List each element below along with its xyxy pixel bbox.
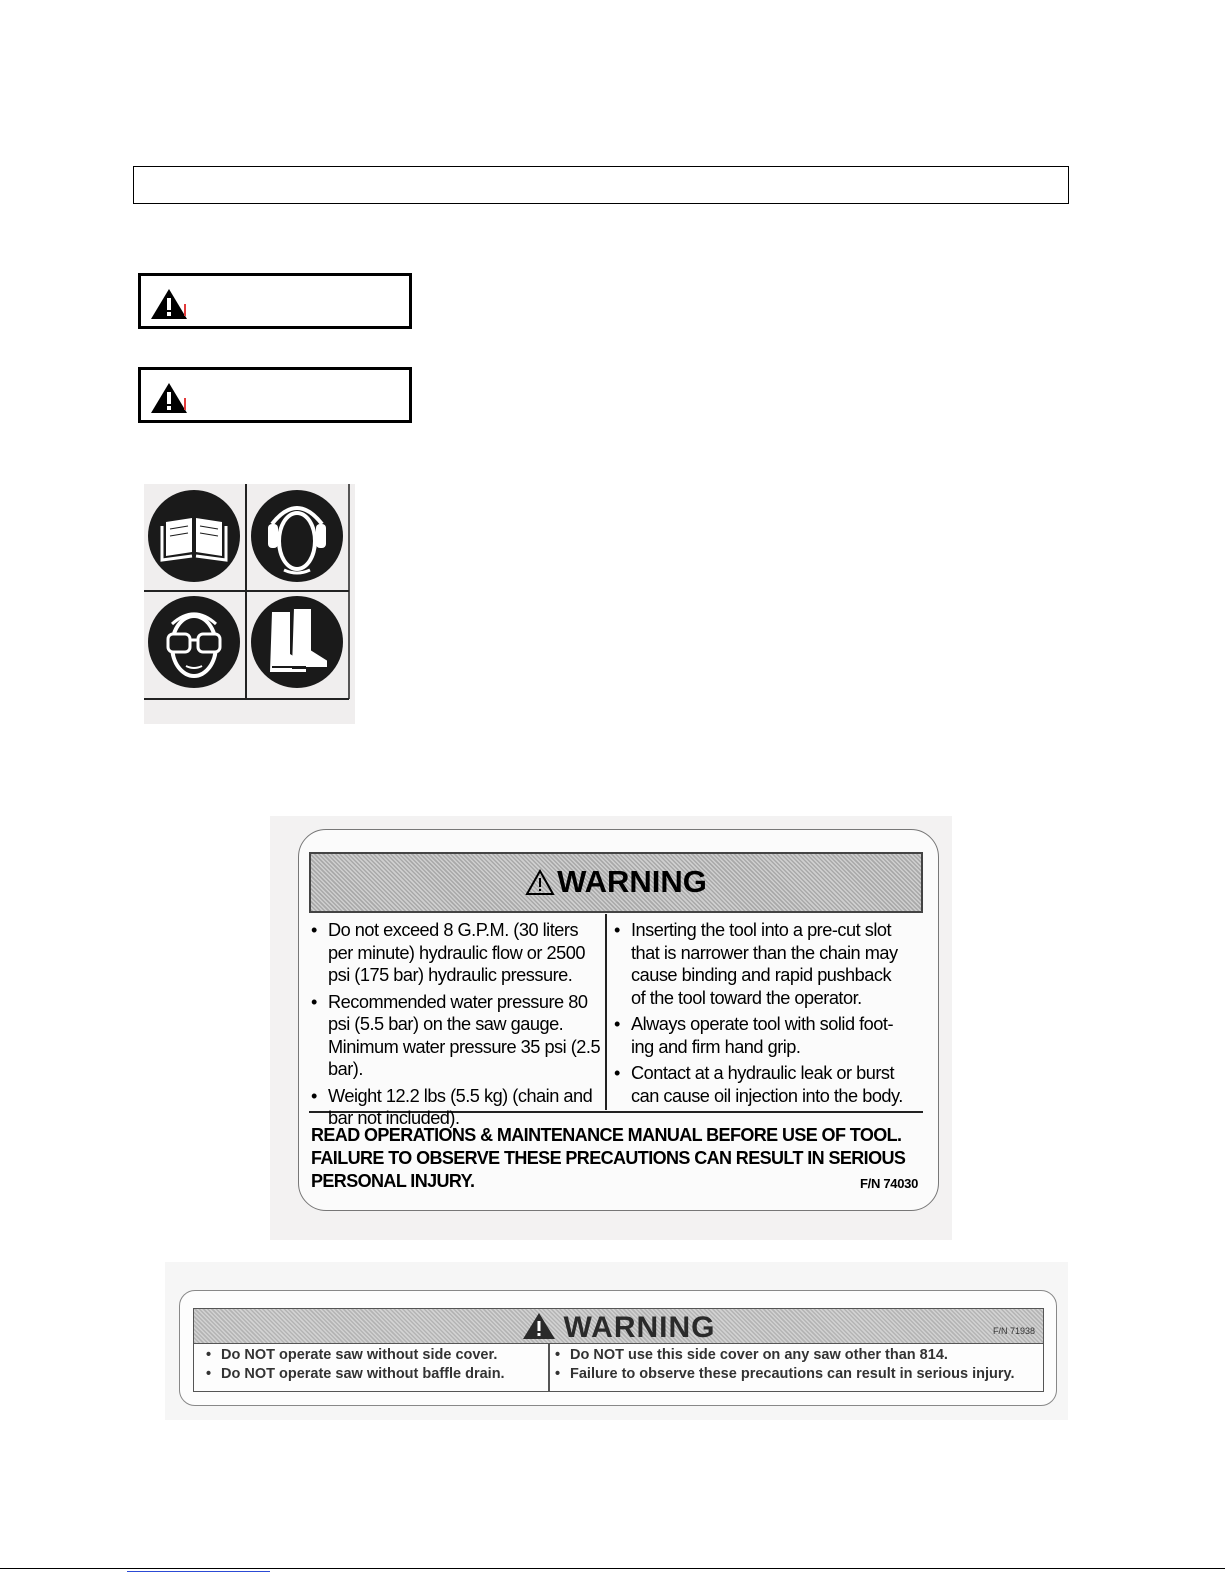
eye-protection-icon — [148, 596, 240, 688]
footnote-link-underline[interactable] — [127, 1571, 270, 1572]
decal-right-column — [614, 919, 904, 1111]
list-item: • Do not exceed 8 G.P.M. (30 liters per minute) hydraulic flow or 2500 psi (175 bar) hydraulic pressure. — [311, 919, 601, 987]
decal-left-column — [311, 919, 601, 1134]
decal-left-column — [203, 1346, 505, 1384]
hearing-protection-icon — [251, 490, 343, 582]
decal-right-column — [552, 1346, 1015, 1384]
footnote-rule — [0, 1568, 1225, 1569]
list-item: • Do NOT use this side cover on any saw other than 814. — [552, 1346, 1015, 1365]
list-item: • Weight 12.2 lbs (5.5 kg) (chain and bar not included). — [311, 1085, 601, 1130]
decal-header — [309, 852, 923, 913]
warning-triangle-icon — [525, 869, 555, 896]
red-mark — [184, 304, 186, 316]
read-manual-icon — [148, 490, 240, 582]
list-item: • Do NOT operate saw without baffle drain. — [203, 1365, 505, 1384]
list-item: • Contact at a hydraulic leak or burst can cause oil injection into the body. — [614, 1062, 904, 1107]
signal-word-box-1 — [138, 273, 412, 329]
warning-triangle-icon — [149, 287, 189, 321]
decal-header — [193, 1308, 1044, 1344]
list-item: • Always operate tool with solid foot-ing and firm hand grip. — [614, 1013, 904, 1058]
warning-triangle-icon — [149, 381, 189, 415]
ppe-pictogram-panel — [144, 484, 355, 724]
warning-triangle-icon — [522, 1312, 556, 1340]
list-item: • Do NOT operate saw without side cover. — [203, 1346, 505, 1365]
list-item: • Failure to observe these precautions can result in serious injury. — [552, 1365, 1015, 1384]
decal-footer-text: READ OPERATIONS & MAINTENANCE MANUAL BEFORE USE OF TOOL. FAILURE TO OBSERVE THESE PRECAUTIONS CAN RESULT IN SERIOUS PERSONAL INJURY. — [311, 1125, 906, 1191]
column-divider — [605, 914, 607, 1110]
red-mark — [184, 398, 186, 410]
list-item: • Inserting the tool into a pre-cut slot that is narrower than the chain may cause binding and rapid pushback of the tool toward the operator. — [614, 919, 904, 1009]
decal-header-text: WARNING — [557, 864, 707, 899]
part-number: F/N 71938 — [992, 1326, 1035, 1336]
part-number: F/N 74030 — [860, 1176, 919, 1191]
safety-boots-icon — [251, 596, 343, 688]
column-divider — [548, 1344, 550, 1391]
decal-header-text: WARNING — [563, 1311, 716, 1344]
section-title-box — [133, 166, 1069, 204]
list-item: • Recommended water pressure 80 psi (5.5 bar) on the saw gauge. Minimum water pressure 35 psi (2.5 bar). — [311, 991, 601, 1081]
signal-word-box-2 — [138, 367, 412, 423]
